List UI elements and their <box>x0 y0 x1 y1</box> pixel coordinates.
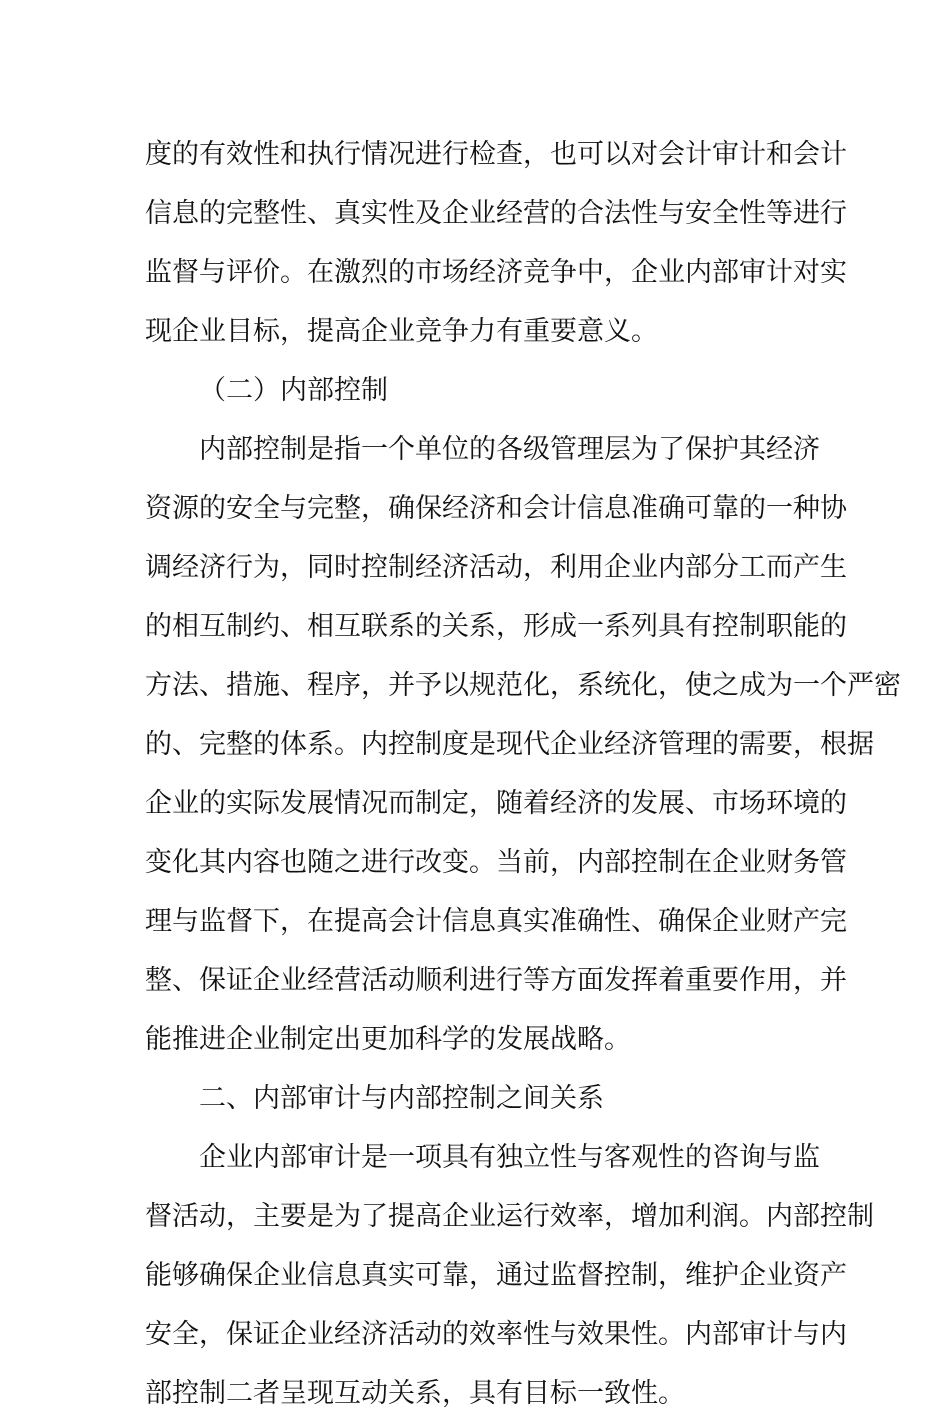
body-text-line: 的、完整的体系。内控制度是现代企业经济管理的需要，根据 <box>145 729 874 760</box>
body-text-line: 信息的完整性、真实性及企业经营的合法性与安全性等进行 <box>145 198 847 229</box>
body-text-line: 调经济行为，同时控制经济活动，利用企业内部分工而产生 <box>145 552 847 583</box>
section-heading: （二）内部控制 <box>199 375 388 406</box>
body-text-line: 变化其内容也随之进行改变。当前，内部控制在企业财务管 <box>145 847 847 878</box>
body-text-line: 的相互制约、相互联系的关系，形成一系列具有控制职能的 <box>145 611 847 642</box>
section-heading: 二、内部审计与内部控制之间关系 <box>199 1083 604 1114</box>
body-text-line: 督活动，主要是为了提高企业运行效率，增加利润。内部控制 <box>145 1201 874 1232</box>
document-body <box>145 125 901 1423</box>
body-text-line: 企业的实际发展情况而制定，随着经济的发展、市场环境的 <box>145 788 847 819</box>
body-text-line: 度的有效性和执行情况进行检查，也可以对会计审计和会计 <box>145 139 847 170</box>
body-text-line: 现企业目标，提高企业竞争力有重要意义。 <box>145 316 658 347</box>
body-text-line: 方法、措施、程序，并予以规范化，系统化，使之成为一个严密 <box>145 670 901 701</box>
paragraph-first-line: 内部控制是指一个单位的各级管理层为了保护其经济 <box>199 434 820 465</box>
body-text-line: 能够确保企业信息真实可靠，通过监督控制，维护企业资产 <box>145 1260 847 1291</box>
body-text-line: 部控制二者呈现互动关系，具有目标一致性。 <box>145 1378 685 1409</box>
body-text-line: 监督与评价。在激烈的市场经济竞争中，企业内部审计对实 <box>145 257 847 288</box>
body-text-line: 安全，保证企业经济活动的效率性与效果性。内部审计与内 <box>145 1319 847 1350</box>
body-text-line: 资源的安全与完整，确保经济和会计信息准确可靠的一种协 <box>145 493 847 524</box>
body-text-line: 理与监督下，在提高会计信息真实准确性、确保企业财产完 <box>145 906 847 937</box>
body-text-line: 能推进企业制定出更加科学的发展战略。 <box>145 1024 631 1055</box>
body-text-line: 整、保证企业经营活动顺利进行等方面发挥着重要作用，并 <box>145 965 847 996</box>
paragraph-first-line: 企业内部审计是一项具有独立性与客观性的咨询与监 <box>199 1142 820 1173</box>
